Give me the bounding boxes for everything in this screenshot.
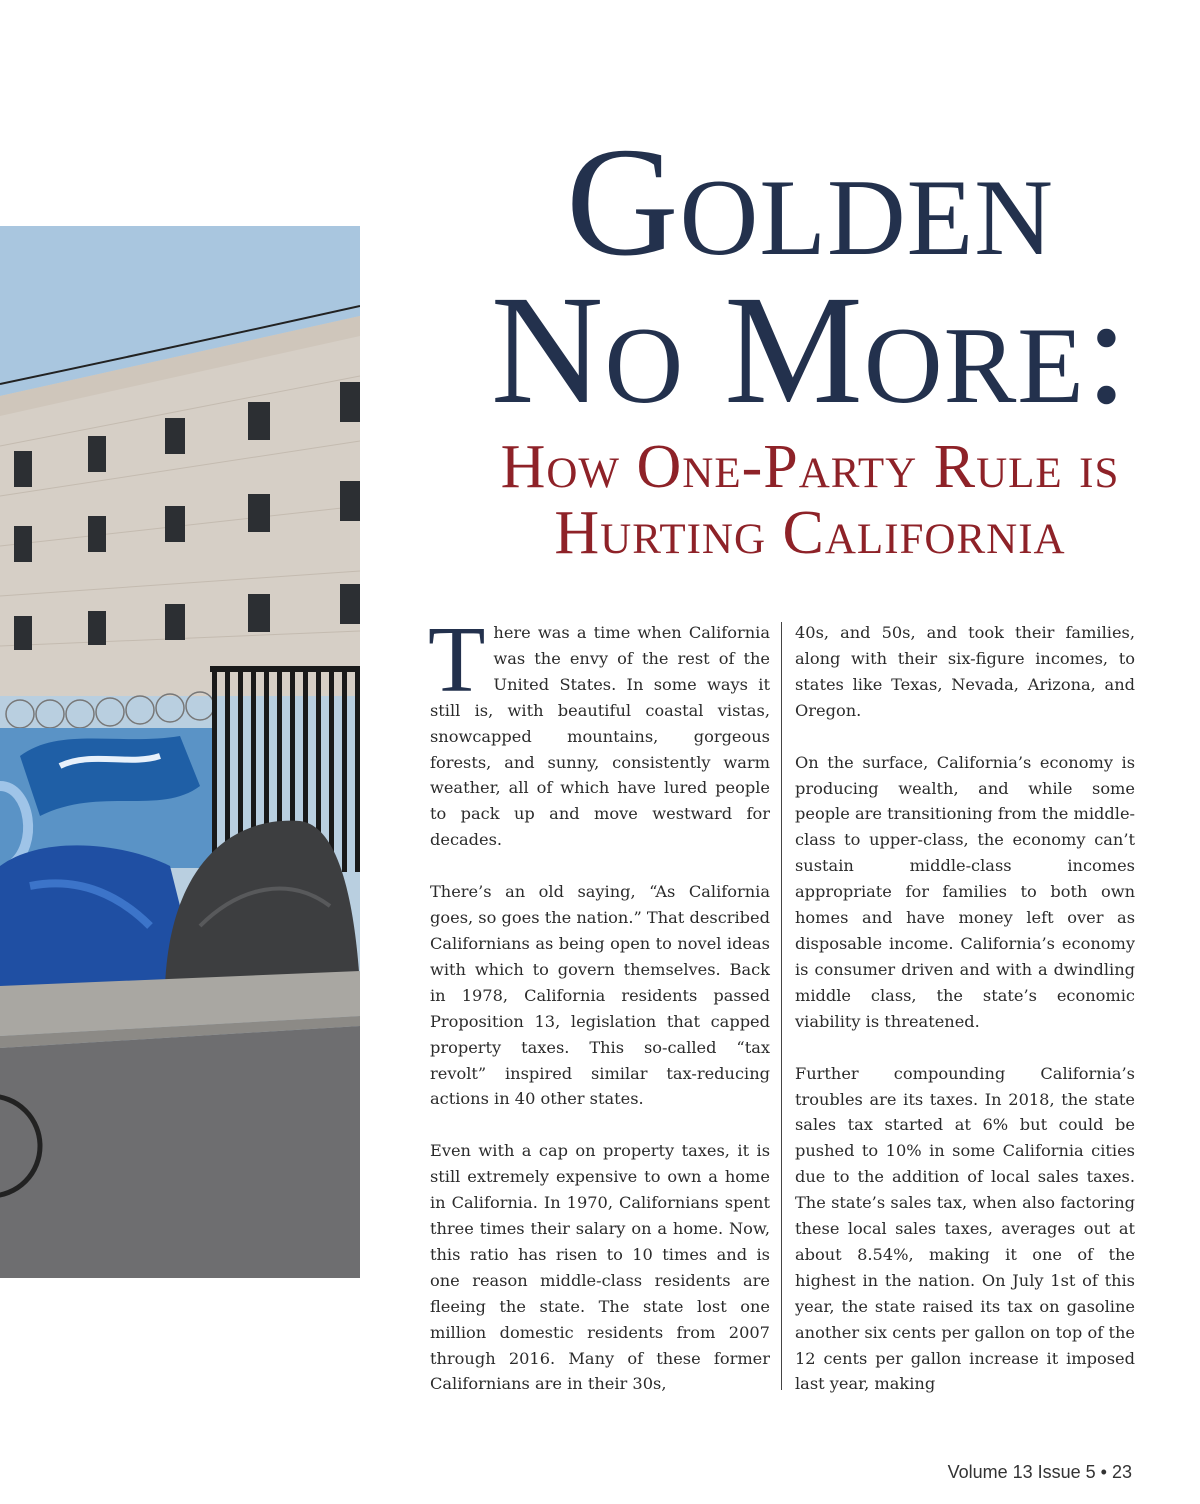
paragraph-4: 40s, and 50s, and took their families, along with their six-figure incomes, to states like Texas, Nevada, Arizona, and Oregon.: [795, 623, 1135, 720]
column-divider: [781, 622, 782, 1390]
paragraph-6: Further compounding California’s troubles are its taxes. In 2018, the state sales tax started at 6% but could be pushed to 10% in some California cities due to the addition of local sales taxes. The state’s sales tax, when also factoring these local sales taxes, averages out at about 8.54%, making it one of the highest in the nation. On July 1st of this year, the state raised its tax on gasoline another six cents per gallon on top of the 12 cents per gallon increase it imposed last year, making: [795, 1063, 1135, 1394]
paragraph-1-text: here was a time when California was the envy of the rest of the United States. In some ways it still is, with beautiful coastal vistas, snowcapped mountains, gorgeous forests, and sunny, consistently warm weather, all of which have lured people to pack up and move westward for decades.: [430, 623, 770, 850]
subtitle-line-2: Hurting California: [554, 499, 1066, 567]
title-line-1: Golden: [566, 115, 1054, 288]
article-subtitle: [420, 434, 1200, 566]
article-photo: [0, 226, 360, 1278]
paragraph-1: [428, 608, 770, 853]
article-title: [420, 115, 1200, 436]
paragraph-3: Even with a cap on property taxes, it is still extremely expensive to own a home in California. In 1970, Californians spent three times their salary on a home. Now, this ratio has risen to 10 times and is one reason middle-class residents are fleeing the state. The state lost one million domestic residents from 2007 through 2016. Many of these former Californians are in their 30s,: [430, 1141, 770, 1394]
title-line-2: No More:: [490, 263, 1130, 436]
subtitle-line-1: How One-Party Rule is: [500, 433, 1120, 501]
drop-cap: T: [428, 608, 486, 712]
article-column-right: [795, 620, 1135, 1423]
page-footer: Volume 13 Issue 5 • 23: [947, 1462, 1132, 1482]
paragraph-5: On the surface, California’s economy is producing wealth, and while some people are transitioning from the middle-class to upper-class, the economy can’t sustain middle-class incomes appropriate for families to both own homes and have money left over as disposable income. California’s economy is consumer driven and with a dwindling middle class, the state’s economic viability is threatened.: [795, 752, 1135, 1031]
article-column-left: [428, 608, 770, 1423]
paragraph-2: There’s an old saying, “As California goes, so goes the nation.” That described Californians as being open to novel ideas with which to govern themselves. Back in 1978, California residents passed Proposition 13, legislation that capped property taxes. This so-called “tax revolt” inspired similar tax-reducing actions in 40 other states.: [430, 882, 770, 1109]
